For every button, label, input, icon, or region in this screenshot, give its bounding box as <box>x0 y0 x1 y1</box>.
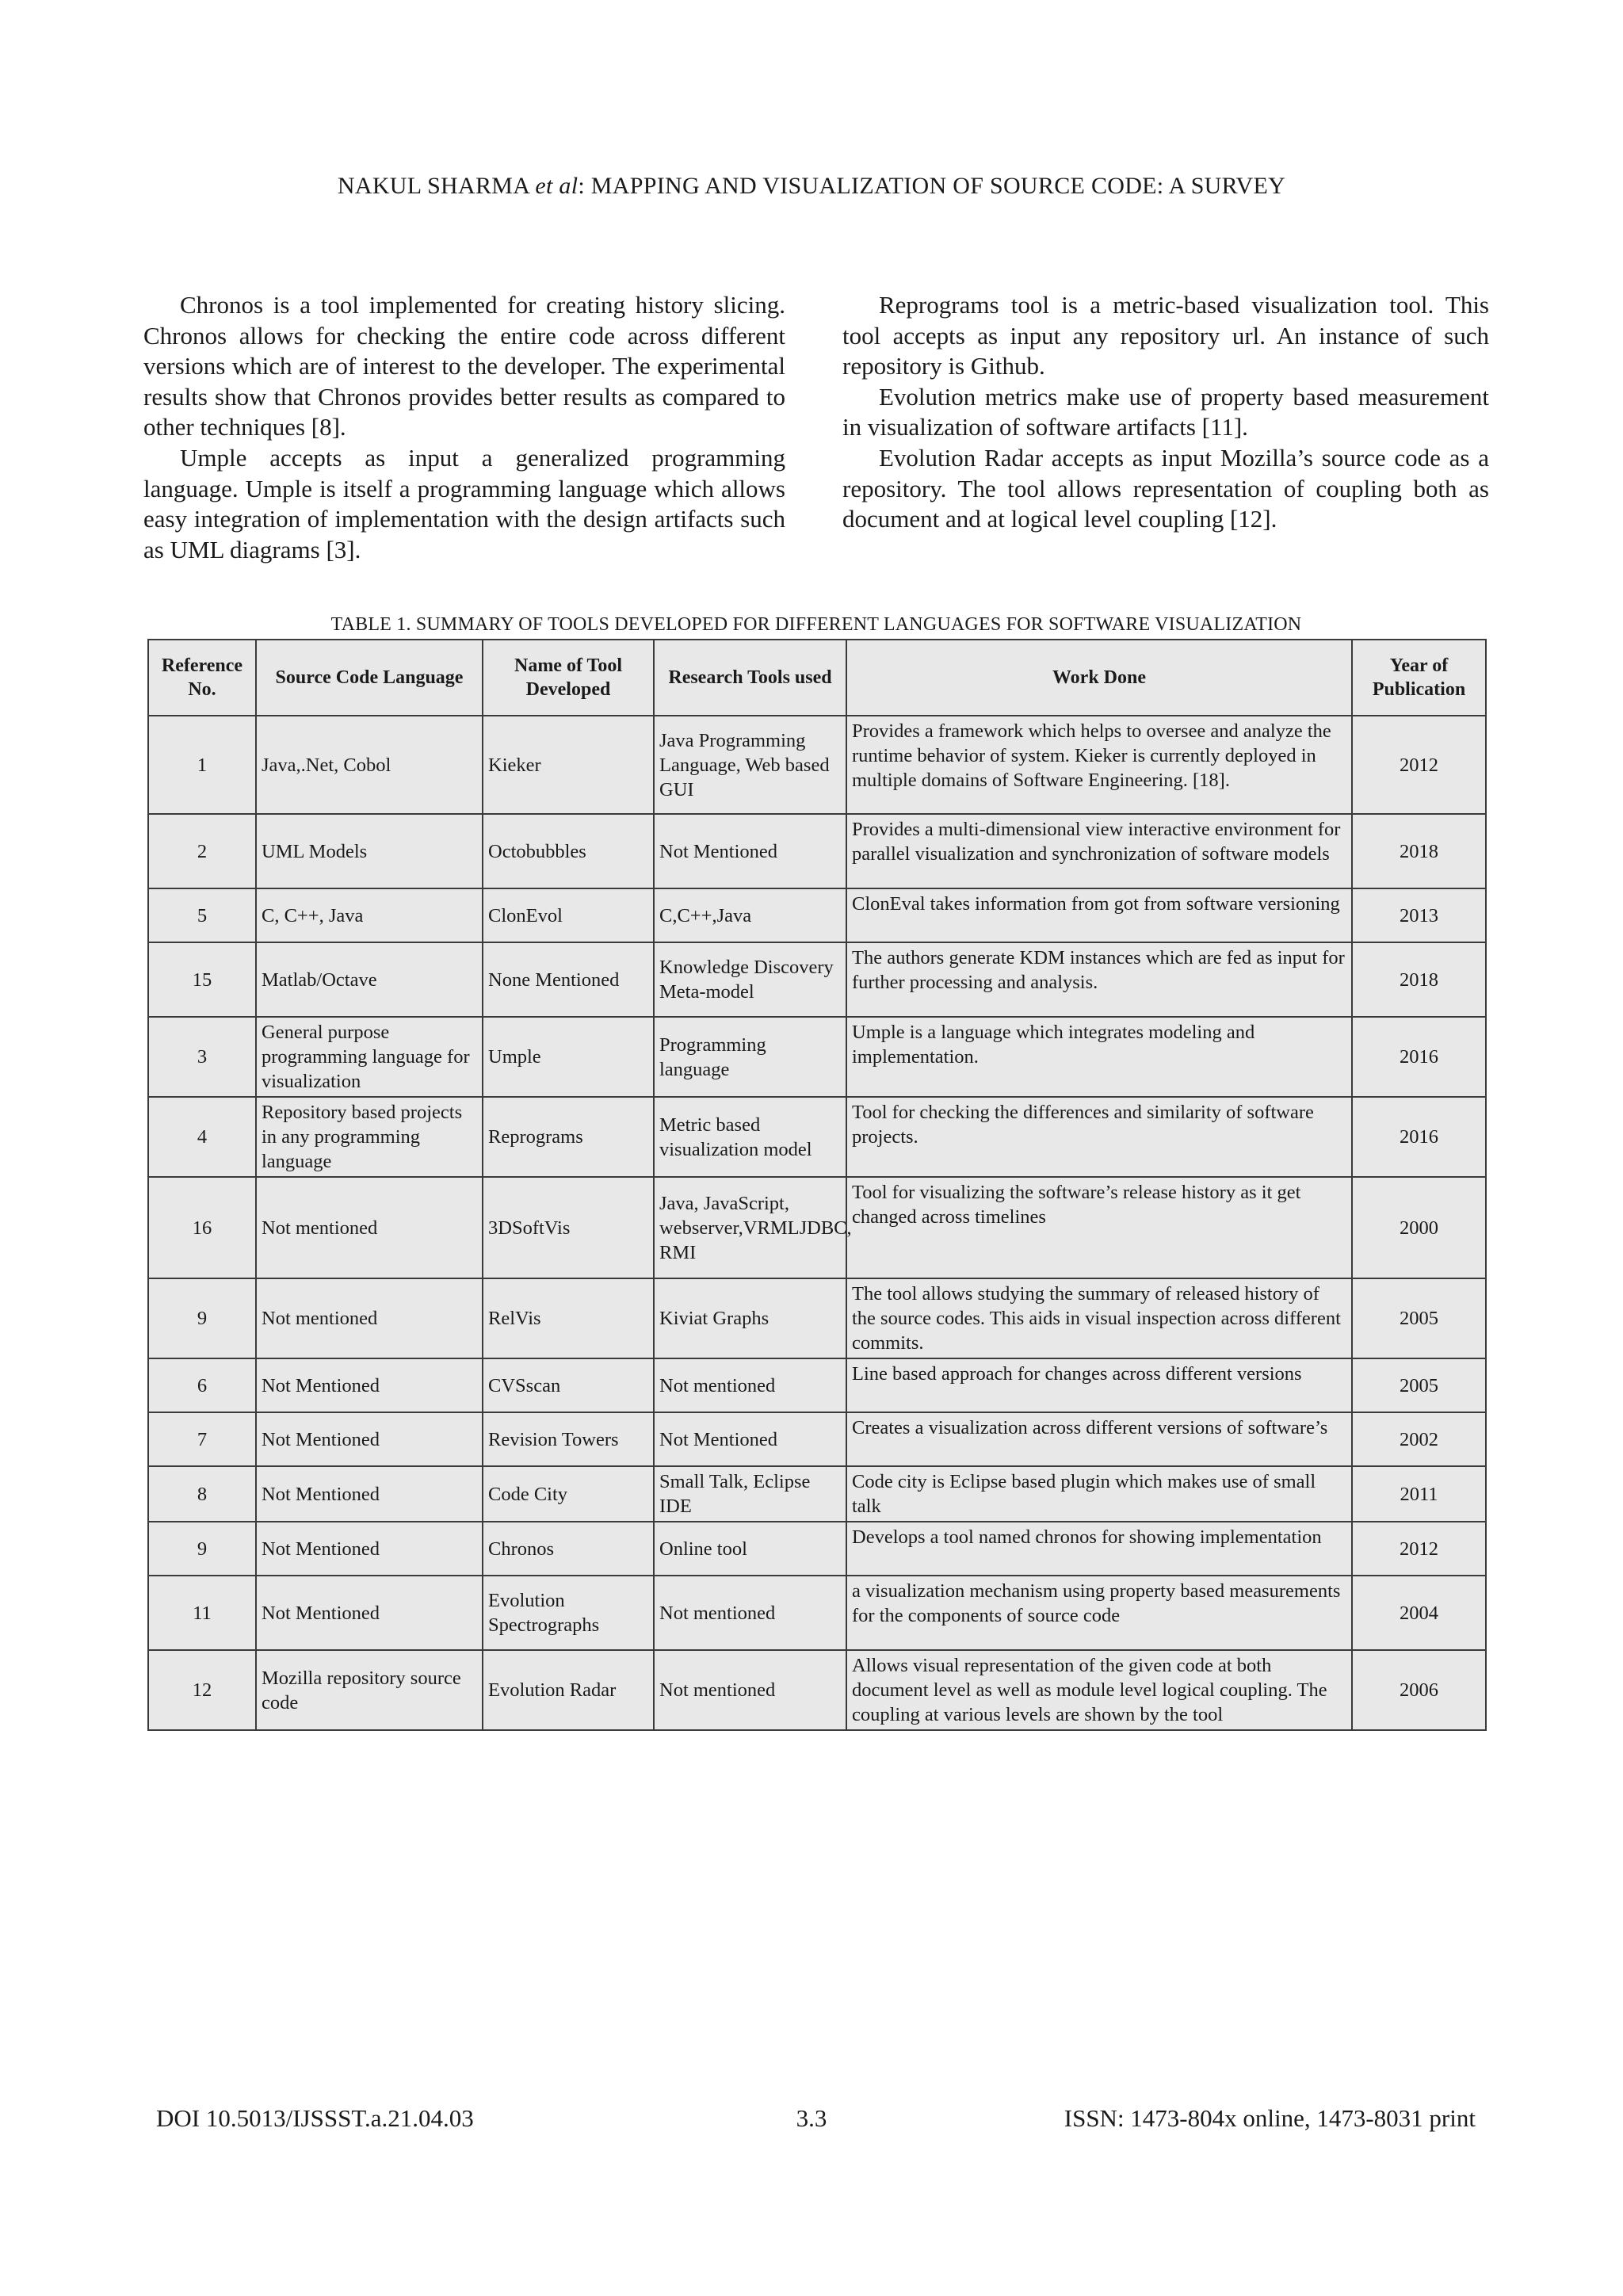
cell-tool-name: ClonEvol <box>483 888 654 942</box>
table-row <box>148 716 1486 814</box>
cell-reference-no: 6 <box>148 1358 256 1412</box>
cell-work-done: The tool allows studying the summary of released history of the source codes. This aids in visual inspection across different commits. <box>846 1278 1352 1358</box>
cell-source-code-language: Matlab/Octave <box>256 942 483 1017</box>
cell-source-code-language: C, C++, Java <box>256 888 483 942</box>
cell-research-tools: Not mentioned <box>654 1650 846 1730</box>
cell-reference-no: 9 <box>148 1278 256 1358</box>
left-column <box>143 290 785 565</box>
cell-tool-name: Reprograms <box>483 1097 654 1177</box>
cell-work-done: Tool for visualizing the software’s release history as it get changed across timelines <box>846 1177 1352 1278</box>
cell-tool-name: Octobubbles <box>483 814 654 888</box>
footer-page-number: 3.3 <box>796 2104 827 2132</box>
table-row <box>148 1017 1486 1097</box>
cell-tool-name: None Mentioned <box>483 942 654 1017</box>
cell-research-tools: Kiviat Graphs <box>654 1278 846 1358</box>
cell-year: 2018 <box>1352 942 1486 1017</box>
cell-work-done: a visualization mechanism using property based measurements for the components of source code <box>846 1576 1352 1650</box>
cell-reference-no: 7 <box>148 1412 256 1466</box>
cell-source-code-language: Not Mentioned <box>256 1358 483 1412</box>
cell-reference-no: 11 <box>148 1576 256 1650</box>
header-etal: et al <box>535 173 579 199</box>
table-row <box>148 1412 1486 1466</box>
cell-source-code-language: Not mentioned <box>256 1177 483 1278</box>
cell-tool-name: RelVis <box>483 1278 654 1358</box>
cell-year: 2011 <box>1352 1466 1486 1522</box>
cell-work-done: Umple is a language which integrates modeling and implementation. <box>846 1017 1352 1097</box>
cell-source-code-language: General purpose programming language for visualization <box>256 1017 483 1097</box>
cell-reference-no: 9 <box>148 1522 256 1576</box>
cell-source-code-language: Not Mentioned <box>256 1466 483 1522</box>
table-row <box>148 1097 1486 1177</box>
cell-reference-no: 2 <box>148 814 256 888</box>
header-year: Year of Publication <box>1352 640 1486 716</box>
paragraph-evolution-metrics: Evolution metrics make use of property based measurement in visualization of software artifacts [11]. <box>842 382 1489 441</box>
paragraph-umple: Umple accepts as input a generalized programming language. Umple is itself a programming language which allows easy integration of implementation with the design artifacts such as UML diagrams [3]. <box>143 443 785 563</box>
cell-work-done: Develops a tool named chronos for showing implementation <box>846 1522 1352 1576</box>
cell-work-done: Provides a multi-dimensional view interactive environment for parallel visualization and synchronization of software models <box>846 814 1352 888</box>
cell-year: 2013 <box>1352 888 1486 942</box>
cell-tool-name: Chronos <box>483 1522 654 1576</box>
cell-research-tools: Not mentioned <box>654 1576 846 1650</box>
cell-research-tools: Programming language <box>654 1017 846 1097</box>
header-work-done: Work Done <box>846 640 1352 716</box>
tools-summary-table <box>147 639 1487 1731</box>
cell-reference-no: 5 <box>148 888 256 942</box>
cell-reference-no: 1 <box>148 716 256 814</box>
cell-research-tools: Knowledge Discovery Meta-model <box>654 942 846 1017</box>
cell-reference-no: 16 <box>148 1177 256 1278</box>
cell-work-done: Tool for checking the differences and similarity of software projects. <box>846 1097 1352 1177</box>
cell-source-code-language: Java,.Net, Cobol <box>256 716 483 814</box>
cell-reference-no: 4 <box>148 1097 256 1177</box>
table-row <box>148 942 1486 1017</box>
cell-research-tools: Online tool <box>654 1522 846 1576</box>
cell-work-done: Code city is Eclipse based plugin which makes use of small talk <box>846 1466 1352 1522</box>
cell-research-tools: C,C++,Java <box>654 888 846 942</box>
table-row <box>148 1650 1486 1730</box>
header-title: : MAPPING AND VISUALIZATION OF SOURCE CODE: A SURVEY <box>578 173 1286 199</box>
paragraph-reprograms: Reprograms tool is a metric-based visualization tool. This tool accepts as input any repository url. An instance of such repository is Github. <box>842 291 1489 380</box>
paragraph-chronos: Chronos is a tool implemented for creating history slicing. Chronos allows for checking the entire code across different versions which are of interest to the developer. The experimental results show that Chronos provides better results as compared to other techniques [8]. <box>143 291 785 441</box>
table-row <box>148 1177 1486 1278</box>
cell-tool-name: CVSscan <box>483 1358 654 1412</box>
cell-year: 2002 <box>1352 1412 1486 1466</box>
table-row <box>148 814 1486 888</box>
table-row <box>148 1278 1486 1358</box>
cell-year: 2004 <box>1352 1576 1486 1650</box>
cell-reference-no: 3 <box>148 1017 256 1097</box>
cell-tool-name: Revision Towers <box>483 1412 654 1466</box>
cell-work-done: Creates a visualization across different versions of software’s <box>846 1412 1352 1466</box>
cell-source-code-language: Not mentioned <box>256 1278 483 1358</box>
cell-work-done: Provides a framework which helps to oversee and analyze the runtime behavior of system. Kieker is currently deployed in multiple domains of Software Engineering. [18]. <box>846 716 1352 814</box>
cell-research-tools: Not mentioned <box>654 1358 846 1412</box>
cell-research-tools: Small Talk, Eclipse IDE <box>654 1466 846 1522</box>
cell-research-tools: Java Programming Language, Web based GUI <box>654 716 846 814</box>
cell-year: 2000 <box>1352 1177 1486 1278</box>
footer-doi: DOI 10.5013/IJSSST.a.21.04.03 <box>156 2104 474 2132</box>
cell-source-code-language: UML Models <box>256 814 483 888</box>
table-row <box>148 1576 1486 1650</box>
running-header <box>0 173 1623 200</box>
header-reference-no: Reference No. <box>148 640 256 716</box>
cell-work-done: ClonEval takes information from got from software versioning <box>846 888 1352 942</box>
table-row <box>148 1466 1486 1522</box>
cell-research-tools: Java, JavaScript, webserver,VRMLJDBC, RMI <box>654 1177 846 1278</box>
cell-source-code-language: Not Mentioned <box>256 1412 483 1466</box>
cell-year: 2016 <box>1352 1097 1486 1177</box>
table-caption: TABLE 1. SUMMARY OF TOOLS DEVELOPED FOR DIFFERENT LANGUAGES FOR SOFTWARE VISUALIZATION <box>330 614 1302 635</box>
cell-tool-name: 3DSoftVis <box>483 1177 654 1278</box>
cell-year: 2018 <box>1352 814 1486 888</box>
cell-source-code-language: Not Mentioned <box>256 1522 483 1576</box>
footer-issn: ISSN: 1473-804x online, 1473-8031 print <box>1064 2104 1476 2132</box>
cell-reference-no: 12 <box>148 1650 256 1730</box>
table-body <box>148 716 1486 1730</box>
cell-source-code-language: Not Mentioned <box>256 1576 483 1650</box>
cell-tool-name: Evolution Spectrographs <box>483 1576 654 1650</box>
cell-reference-no: 8 <box>148 1466 256 1522</box>
cell-year: 2005 <box>1352 1278 1486 1358</box>
cell-year: 2012 <box>1352 716 1486 814</box>
cell-research-tools: Metric based visualization model <box>654 1097 846 1177</box>
cell-tool-name: Evolution Radar <box>483 1650 654 1730</box>
cell-year: 2016 <box>1352 1017 1486 1097</box>
cell-tool-name: Code City <box>483 1466 654 1522</box>
header-source-code-language: Source Code Language <box>256 640 483 716</box>
table-row <box>148 1358 1486 1412</box>
cell-research-tools: Not Mentioned <box>654 814 846 888</box>
cell-year: 2012 <box>1352 1522 1486 1576</box>
cell-work-done: Allows visual representation of the given code at both document level as well as module level logical coupling. The coupling at various levels are shown by the tool <box>846 1650 1352 1730</box>
cell-work-done: The authors generate KDM instances which are fed as input for further processing and analysis. <box>846 942 1352 1017</box>
table-header-row <box>148 640 1486 716</box>
header-research-tools: Research Tools used <box>654 640 846 716</box>
header-author: NAKUL SHARMA <box>337 173 536 199</box>
table-row <box>148 1522 1486 1576</box>
header-tool-name: Name of Tool Developed <box>483 640 654 716</box>
table-row <box>148 888 1486 942</box>
cell-year: 2006 <box>1352 1650 1486 1730</box>
cell-tool-name: Kieker <box>483 716 654 814</box>
paragraph-evolution-radar: Evolution Radar accepts as input Mozilla’s source code as a repository. The tool allows representation of coupling both as document and at logical level coupling [12]. <box>842 443 1489 533</box>
cell-source-code-language: Repository based projects in any programming language <box>256 1097 483 1177</box>
cell-year: 2005 <box>1352 1358 1486 1412</box>
cell-research-tools: Not Mentioned <box>654 1412 846 1466</box>
cell-reference-no: 15 <box>148 942 256 1017</box>
cell-source-code-language: Mozilla repository source code <box>256 1650 483 1730</box>
cell-tool-name: Umple <box>483 1017 654 1097</box>
cell-work-done: Line based approach for changes across different versions <box>846 1358 1352 1412</box>
right-column <box>842 290 1489 535</box>
